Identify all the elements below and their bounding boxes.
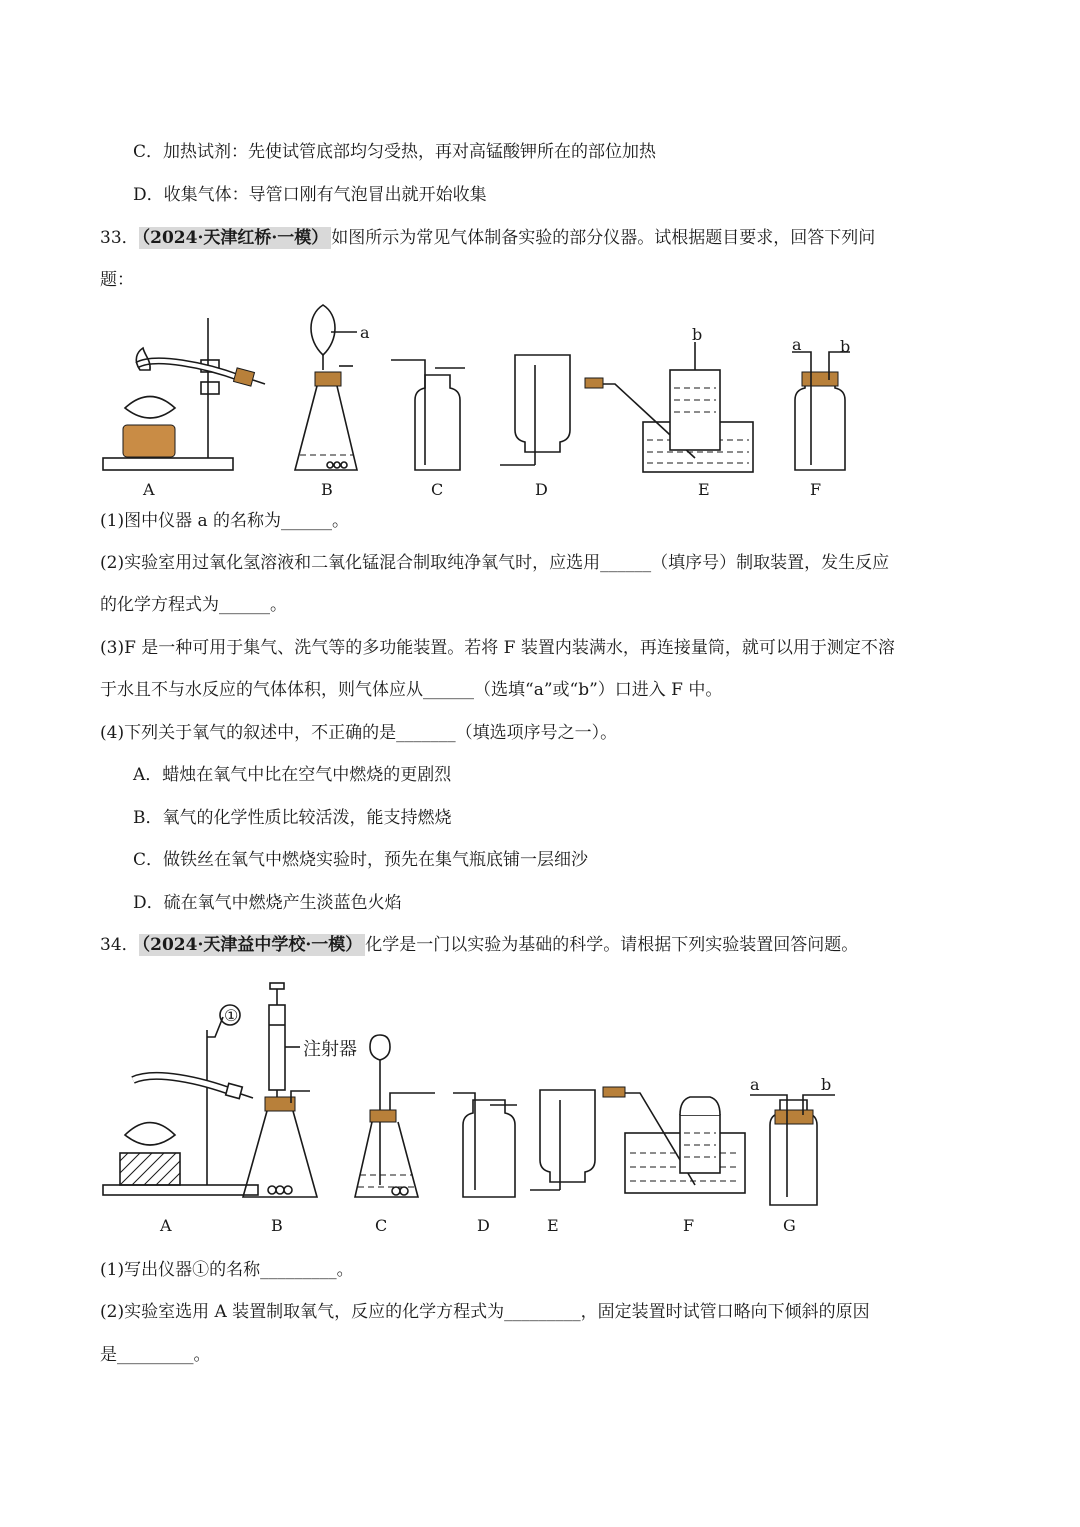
q34-part2: (2)实验室选用 A 装置制取氧气，反应的化学方程式为_________，固定装置时试管口略向下倾斜的原因 [100,1302,870,1322]
q33-stem-cont: 题： [100,270,134,290]
q33-label-b: B [321,480,333,499]
prev-option-d: D．收集气体：导管口刚有气泡冒出就开始收集 [133,185,487,205]
q33-mark-a-f: a [792,335,802,354]
q33-source-tag: （2024·天津红桥·一模） [139,227,332,249]
q34-apparatus-b [243,983,357,1235]
q34-syringe-label: 注射器 [303,1039,357,1060]
q33-label-e: E [698,480,710,499]
prev-option-c: C．加热试剂：先使试管底部均匀受热，再对高锰酸钾所在的部位加热 [133,142,657,162]
q34-part2-cont: 是_________。 [100,1345,211,1365]
q34-stem [100,933,858,957]
q33-label-a: A [143,480,155,499]
q33-apparatus-c [391,360,465,499]
q33-apparatus-a [103,318,265,499]
q33-option-c: C．做铁丝在氧气中燃烧实验时，预先在集气瓶底铺一层细沙 [133,850,589,870]
q33-option-b: B．氧气的化学性质比较活泼，能支持燃烧 [133,808,452,828]
q33-part3-cont: 于水且不与水反应的气体体积，则气体应从______（选填“a”或“b”）口进入 F 中。 [100,680,723,700]
q34-source-tag: （2024·天津益中学校·一模） [139,934,366,956]
q34-part1: (1)写出仪器①的名称_________。 [100,1260,354,1280]
q33-mark-b-f: b [840,337,851,356]
q34-mark-a: a [750,1075,760,1094]
q34-label-d: D [477,1216,490,1235]
q34-apparatus-c [355,1035,435,1235]
q33-mark-b-e: b [692,325,703,344]
q33-option-d: D．硫在氧气中燃烧产生淡蓝色火焰 [133,893,402,913]
q33-apparatus-b [295,305,370,499]
q34-stem-text: 化学是一门以实验为基础的科学。请根据下列实验装置回答问题。 [365,935,859,955]
q33-part1: (1)图中仪器 a 的名称为______。 [100,511,350,531]
q34-apparatus-figure [95,975,855,1245]
q34-mark-b: b [821,1075,832,1094]
q34-label-g: G [783,1216,796,1235]
q34-label-b: B [271,1216,283,1235]
q33-label-f: F [810,480,822,499]
q33-apparatus-d [500,355,570,499]
q33-apparatus-figure [95,300,875,505]
q34-apparatus-a [103,1005,258,1235]
q34-number: 34． [100,935,139,955]
q33-part2-cont: 的化学方程式为______。 [100,595,287,615]
q34-label-c: C [375,1216,388,1235]
q34-label-a: A [160,1216,172,1235]
q34-apparatus-f [603,1087,745,1235]
q33-number: 33． [100,228,139,248]
q33-apparatus-f [792,335,850,499]
q34-apparatus-e [530,1090,595,1235]
q33-stem-text: 如图所示为常见气体制备实验的部分仪器。试根据题目要求，回答下列问 [331,228,876,248]
q34-circle-1: ① [224,1006,239,1025]
q33-stem [100,226,875,250]
q33-apparatus-e [585,325,753,499]
q33-part3: (3)F 是一种可用于集气、洗气等的多功能装置。若将 F 装置内装满水，再连接量筒，就可以用于测定不溶 [100,638,895,658]
q34-label-e: E [547,1216,559,1235]
q33-part2: (2)实验室用过氧化氢溶液和二氧化锰混合制取纯净氧气时，应选用______（填序号）制取装置，发生反应 [100,553,890,573]
q33-label-c: C [431,480,444,499]
q33-label-d: D [535,480,548,499]
q34-apparatus-d [453,1093,517,1235]
q33-mark-a-funnel: a [360,323,370,342]
q33-part4: (4)下列关于氧气的叙述中，不正确的是_______（填选项序号之一）。 [100,723,618,743]
q33-option-a: A．蜡烛在氧气中比在空气中燃烧的更剧烈 [133,765,452,785]
q34-label-f: F [683,1216,695,1235]
q34-apparatus-g [750,1075,835,1235]
